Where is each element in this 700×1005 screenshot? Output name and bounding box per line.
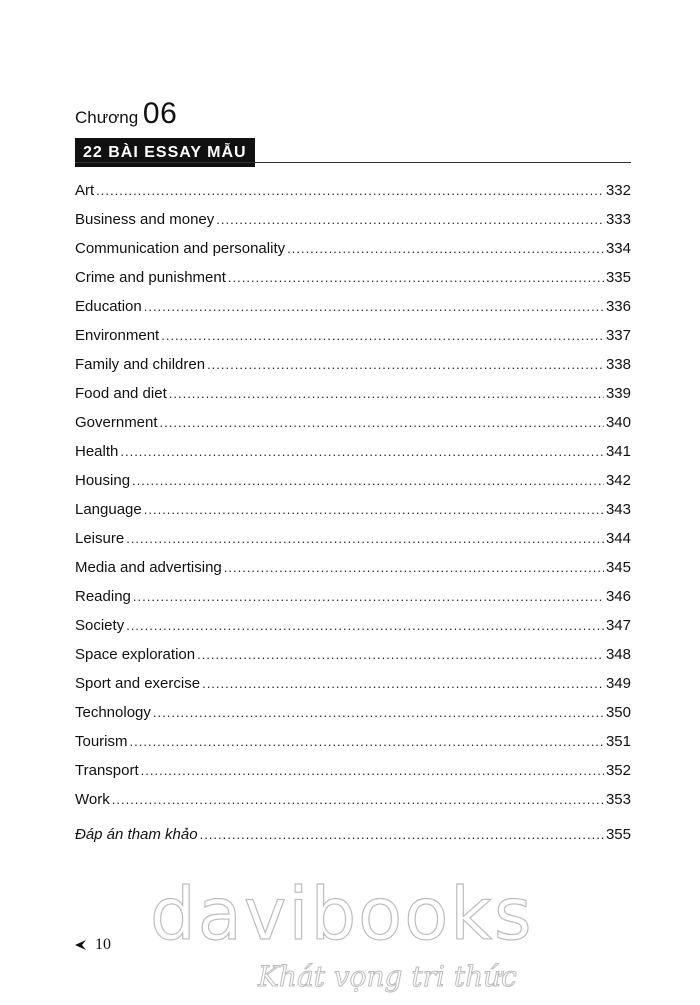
toc-entry-label: Tourism	[75, 733, 128, 750]
toc-entry[interactable]	[75, 466, 631, 495]
answers-label: Đáp án tham khảo	[75, 826, 198, 843]
toc-entry-page: 336	[605, 298, 631, 315]
toc-entry-label: Media and advertising	[75, 559, 222, 576]
dot-leader	[228, 263, 604, 292]
toc-entry-page: 351	[605, 733, 631, 750]
toc-entry-label: Communication and personality	[75, 240, 286, 257]
toc-entry-page: 349	[605, 675, 631, 692]
chapter-prefix: Chương	[75, 108, 139, 127]
dot-leader	[161, 321, 604, 350]
toc-entry[interactable]	[75, 756, 631, 785]
left-arrow-icon	[75, 940, 87, 950]
toc-entry-page: 332	[605, 182, 631, 199]
toc-entry-page: 338	[605, 356, 631, 373]
dot-leader	[133, 582, 604, 611]
toc-entry-page: 344	[605, 530, 631, 547]
toc-entry-page: 347	[605, 617, 631, 634]
toc-entry-page: 335	[605, 269, 631, 286]
toc-entry-page: 348	[605, 646, 631, 663]
toc-entry[interactable]	[75, 408, 631, 437]
dot-leader	[130, 727, 604, 756]
dot-leader	[126, 524, 604, 553]
toc-entry-page: 337	[605, 327, 631, 344]
toc-entry[interactable]	[75, 495, 631, 524]
watermark-brand: davibooks	[150, 872, 534, 956]
dot-leader	[141, 756, 604, 785]
toc-entry[interactable]	[75, 437, 631, 466]
toc-entry[interactable]	[75, 582, 631, 611]
toc-answers-entry[interactable]	[75, 826, 631, 843]
toc-entry-page: 339	[605, 385, 631, 402]
toc-entry[interactable]	[75, 263, 631, 292]
dot-leader	[216, 205, 604, 234]
toc-entry-label: Space exploration	[75, 646, 196, 663]
toc-entry[interactable]	[75, 379, 631, 408]
toc-entry-label: Reading	[75, 588, 131, 605]
toc-entry-label: Education	[75, 298, 142, 315]
toc-entry[interactable]	[75, 524, 631, 553]
dot-leader	[200, 827, 604, 842]
toc-entry-page: 334	[605, 240, 631, 257]
toc-entry-label: Government	[75, 414, 158, 431]
table-of-contents	[75, 176, 631, 814]
toc-entry[interactable]	[75, 785, 631, 814]
dot-leader	[202, 669, 604, 698]
toc-entry[interactable]	[75, 234, 631, 263]
title-divider	[75, 162, 631, 163]
dot-leader	[144, 495, 604, 524]
chapter-title-banner: 22 BÀI ESSAY MẪU	[75, 138, 255, 167]
toc-entry-page: 340	[605, 414, 631, 431]
dot-leader	[169, 379, 604, 408]
dot-leader	[207, 350, 604, 379]
toc-entry-page: 342	[605, 472, 631, 489]
toc-entry-page: 353	[605, 791, 631, 808]
toc-entry[interactable]	[75, 698, 631, 727]
toc-entry-label: Housing	[75, 472, 131, 489]
toc-entry-label: Art	[75, 182, 95, 199]
dot-leader	[96, 176, 604, 205]
toc-entry-page: 341	[605, 443, 631, 460]
toc-entry-label: Environment	[75, 327, 160, 344]
dot-leader	[160, 408, 604, 437]
toc-entry-page: 343	[605, 501, 631, 518]
toc-entry-page: 333	[605, 211, 631, 228]
dot-leader	[144, 292, 604, 321]
watermark-tagline: Khát vọng tri thức	[258, 960, 517, 993]
chapter-number: 06	[142, 97, 178, 130]
toc-entry[interactable]	[75, 321, 631, 350]
toc-entry-label: Sport and exercise	[75, 675, 201, 692]
dot-leader	[287, 234, 604, 263]
dot-leader	[120, 437, 604, 466]
toc-entry[interactable]	[75, 640, 631, 669]
toc-entry[interactable]	[75, 292, 631, 321]
dot-leader	[224, 553, 604, 582]
toc-entry[interactable]	[75, 727, 631, 756]
dot-leader	[132, 466, 604, 495]
toc-entry-page: 346	[605, 588, 631, 605]
toc-entry[interactable]	[75, 669, 631, 698]
toc-entry[interactable]	[75, 350, 631, 379]
chapter-heading	[75, 97, 177, 131]
toc-entry-label: Leisure	[75, 530, 125, 547]
toc-entry-label: Business and money	[75, 211, 215, 228]
dot-leader	[112, 785, 604, 814]
toc-entry[interactable]	[75, 553, 631, 582]
toc-entry-page: 345	[605, 559, 631, 576]
page-footer	[75, 936, 111, 954]
dot-leader	[126, 611, 604, 640]
dot-leader	[153, 698, 604, 727]
toc-entry-label: Technology	[75, 704, 151, 721]
toc-entry[interactable]	[75, 611, 631, 640]
toc-entry[interactable]	[75, 176, 631, 205]
toc-entry-label: Society	[75, 617, 125, 634]
toc-entry-label: Crime and punishment	[75, 269, 226, 286]
toc-entry[interactable]	[75, 205, 631, 234]
toc-entry-label: Work	[75, 791, 110, 808]
toc-entry-label: Health	[75, 443, 119, 460]
toc-entry-label: Transport	[75, 762, 139, 779]
answers-page: 355	[605, 826, 631, 843]
toc-entry-label: Language	[75, 501, 142, 518]
toc-entry-label: Family and children	[75, 356, 206, 373]
dot-leader	[197, 640, 604, 669]
toc-entry-label: Food and diet	[75, 385, 167, 402]
toc-entry-page: 350	[605, 704, 631, 721]
toc-entry-page: 352	[605, 762, 631, 779]
page-number: 10	[95, 936, 111, 953]
